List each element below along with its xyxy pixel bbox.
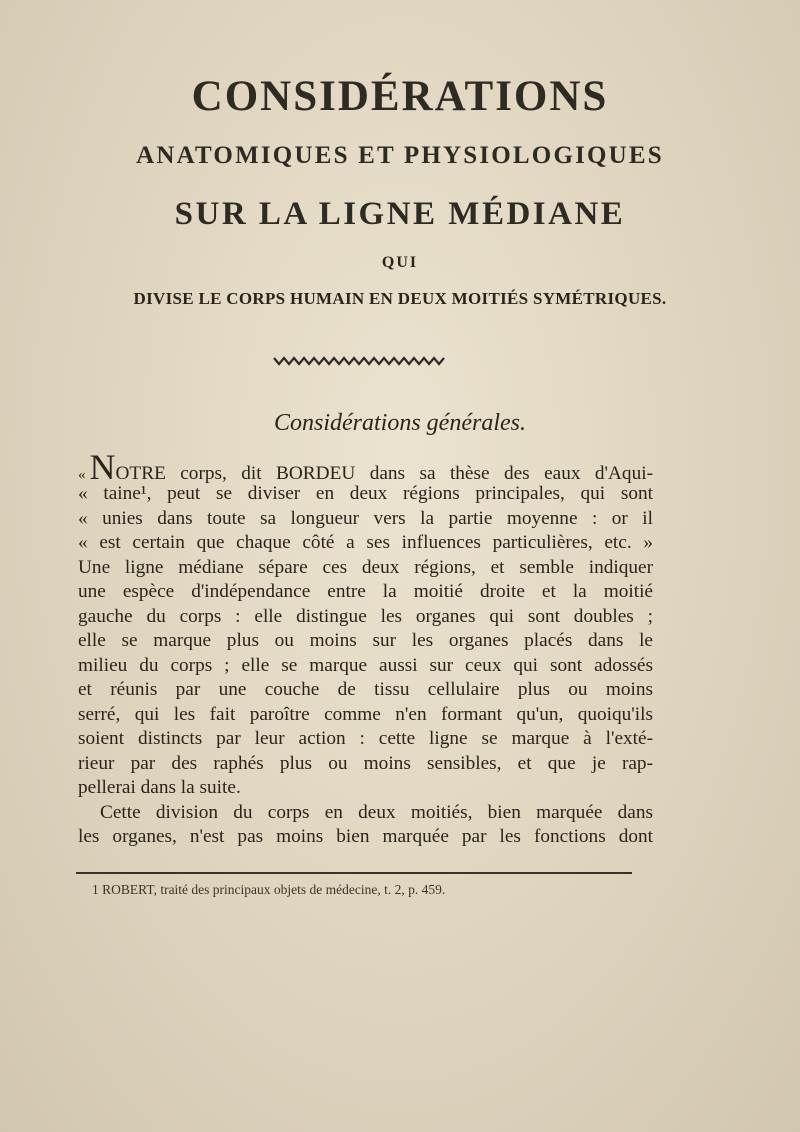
body-text [78,447,653,850]
title-line-1: CONSIDÉRATIONS [191,73,609,120]
title-line-5: DIVISE LE CORPS HUMAIN EN DEUX MOITIÉS SYMÉTRIQUES. [133,289,667,308]
opening-quote: « [78,467,86,483]
title-line-3: SUR LA LIGNE MÉDIANE [174,196,626,232]
section-heading: Considérations générales. [274,410,526,436]
body-line-2: « taine¹, peut se diviser en deux régions principales, qui sont [78,483,653,504]
title-line-2: ANATOMIQUES ET PHYSIOLOGIQUES [136,142,664,169]
body-line-15: Cette division du corps en deux moitiés, bien marquée dans [100,801,653,823]
body-line-10: et réunis par une couche de tissu cellulaire plus ou moins [78,679,653,700]
footnote-rule [76,872,632,874]
footnote: 1 ROBERT, traité des principaux objets de médecine, t. 2, p. 459. [92,882,446,897]
body-line-16: les organes, n'est pas moins bien marquée par les fonctions dont [78,826,653,847]
body-line-7: gauche du corps : elle distingue les organes qui sont doubles ; [78,605,653,627]
body-line-13: rieur par des raphés plus ou moins sensibles, et que je rap- [78,752,653,774]
body-line-1 [78,447,653,487]
body-line-8: elle se marque plus ou moins sur les organes placés dans le [78,630,653,651]
drop-cap: N [89,447,116,487]
body-line-6: une espèce d'indépendance entre la moitié droite et la moitié [78,581,653,602]
body-line-12: soient distincts par leur action : cette ligne se marque à l'exté- [78,728,653,749]
body-line-1-text: OTRE corps, dit BORDEU dans sa thèse des eaux d'Aqui- [115,463,653,484]
body-line-5: Une ligne médiane sépare ces deux régions, et semble indiquer [78,556,653,578]
body-line-14: pellerai dans la suite. [78,777,241,798]
title-line-4: QUI [381,254,419,271]
body-line-9: milieu du corps ; elle se marque aussi sur ceux qui sont adossés [78,654,653,676]
body-line-11: serré, qui les fait paroître comme n'en formant qu'un, quoiqu'ils [78,703,653,725]
body-line-4: « est certain que chaque côté a ses influences particulières, etc. » [78,532,653,553]
body-line-3: « unies dans toute sa longueur vers la partie moyenne : or il [78,507,653,529]
ornament-rule [272,352,448,368]
